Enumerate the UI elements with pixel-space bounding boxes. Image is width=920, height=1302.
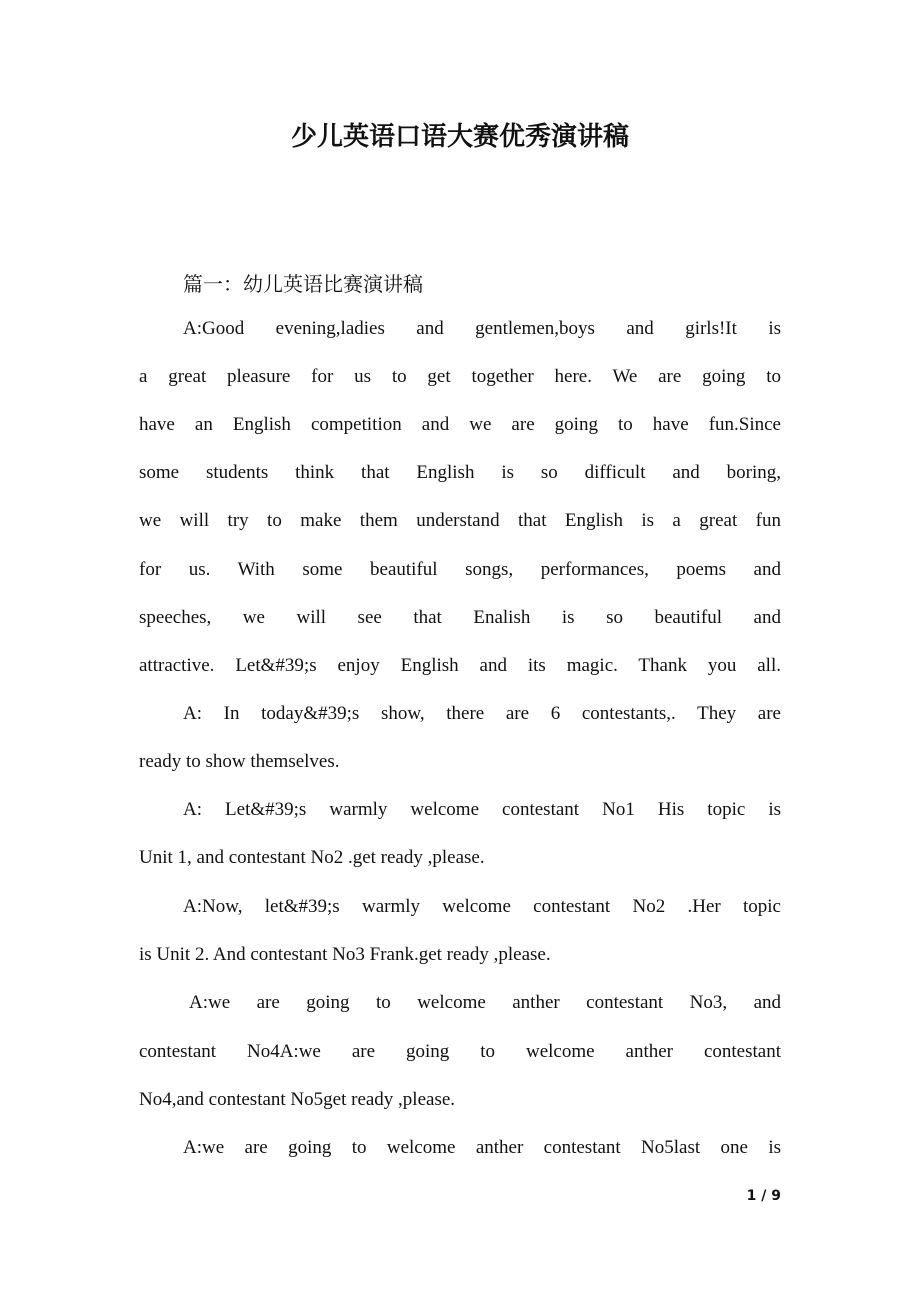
text-line: we will try to make them understand that English is a great fun: [139, 510, 781, 531]
text-line: A:Now, let&#39;s warmly welcome contestant No2 .Her topic: [183, 896, 781, 917]
text-line: No4,and contestant No5get ready ,please.: [139, 1089, 456, 1110]
text-line: A:we are going to welcome anther contestant No3, and: [189, 992, 781, 1013]
text-line: for us. With some beautiful songs, performances, poems and: [139, 559, 781, 580]
text-line: is Unit 2. And contestant No3 Frank.get ready ,please.: [139, 944, 551, 965]
text-line: some students think that English is so difficult and boring,: [139, 462, 781, 483]
text-line: A:Good evening,ladies and gentlemen,boys and girls!It is: [183, 318, 781, 339]
page-number: 1 / 9: [746, 1188, 781, 1204]
text-line: contestant No4A:we are going to welcome anther contestant: [139, 1041, 781, 1062]
text-line: A: Let&#39;s warmly welcome contestant No1 His topic is: [183, 799, 781, 820]
text-line: A:we are going to welcome anther contestant No5last one is: [183, 1137, 781, 1158]
document-title: 少儿英语口语大赛优秀演讲稿: [290, 122, 629, 152]
text-line: attractive. Let&#39;s enjoy English and its magic. Thank you all.: [139, 655, 781, 676]
text-line: have an English competition and we are going to have fun.Since: [139, 414, 781, 435]
text-line: a great pleasure for us to get together here. We are going to: [139, 366, 781, 387]
text-line: Unit 1, and contestant No2 .get ready ,please.: [139, 847, 485, 868]
section-heading: 篇一：幼儿英语比赛演讲稿: [183, 272, 423, 296]
text-line: ready to show themselves.: [139, 751, 340, 772]
text-line: A: In today&#39;s show, there are 6 contestants,. They are: [183, 703, 781, 724]
text-line: speeches, we will see that Enalish is so beautiful and: [139, 607, 781, 628]
